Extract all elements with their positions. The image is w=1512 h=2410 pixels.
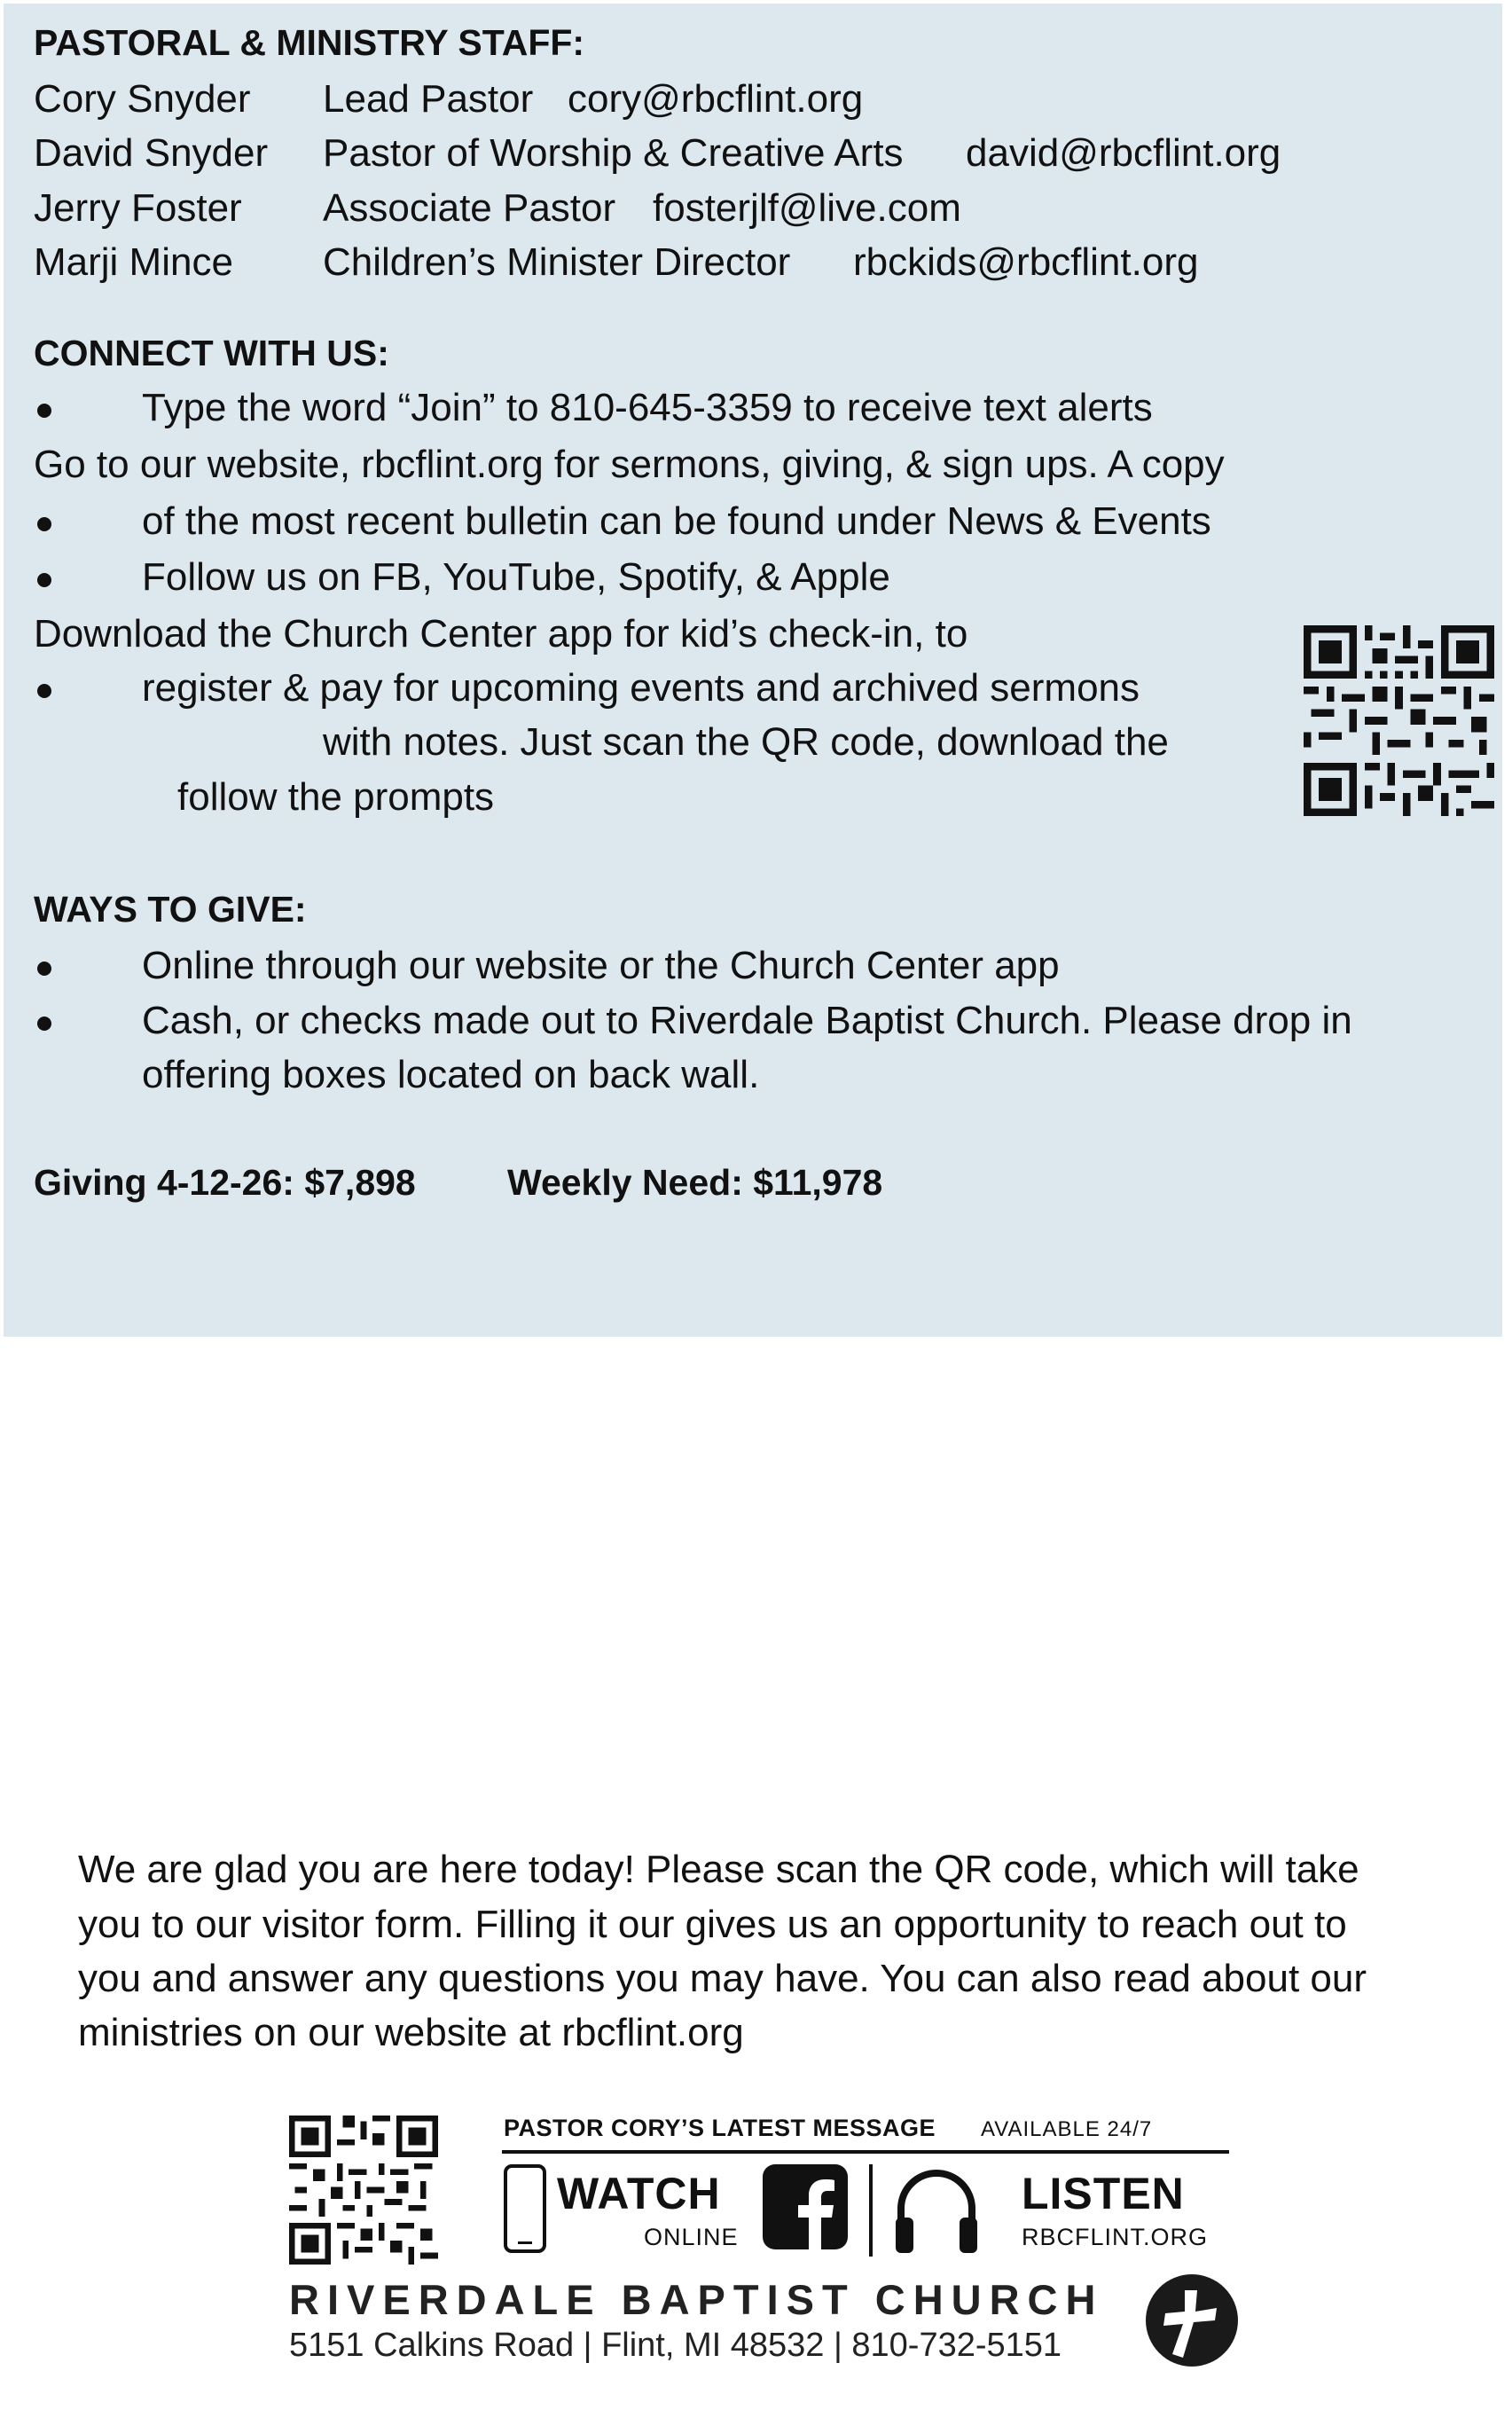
bullet bbox=[37, 1017, 51, 1031]
connect-line: Follow us on FB, YouTube, Spotify, & Apple bbox=[142, 555, 890, 599]
staff-name: David Snyder bbox=[34, 131, 269, 175]
church-address: 5151 Calkins Road | Flint, MI 48532 | 810-732-5151 bbox=[289, 2327, 1062, 2364]
connect-line: Type the word “Join” to 810-645-3359 to receive text alerts bbox=[142, 386, 1153, 429]
staff-name: Marji Mince bbox=[34, 240, 233, 284]
site-label[interactable]: RBCFLINT.ORG bbox=[1022, 2224, 1209, 2250]
divider bbox=[869, 2164, 873, 2257]
watch-label[interactable]: WATCH bbox=[557, 2169, 721, 2218]
connect-line: Download the Church Center app for kid’s check-in, to bbox=[34, 612, 968, 655]
church-logo-icon bbox=[1144, 2273, 1240, 2368]
staff-name: Cory Snyder bbox=[34, 77, 251, 121]
staff-role: Children’s Minister Director bbox=[323, 240, 791, 284]
church-name: RIVERDALE BAPTIST CHURCH bbox=[289, 2276, 1104, 2323]
give-heading: WAYS TO GIVE: bbox=[34, 889, 307, 930]
divider bbox=[502, 2150, 1229, 2154]
connect-line: follow the prompts bbox=[177, 775, 495, 819]
staff-role: Associate Pastor bbox=[323, 186, 616, 230]
promo-title: PASTOR CORY’S LATEST MESSAGE bbox=[504, 2115, 936, 2141]
welcome-line: you to our visitor form. Filling it our gives us an opportunity to reach out to bbox=[78, 1903, 1347, 1946]
staff-email[interactable]: david@rbcflint.org bbox=[966, 131, 1281, 175]
welcome-line: We are glad you are here today! Please scan the QR code, which will take bbox=[78, 1848, 1359, 1891]
qr-code-icon[interactable] bbox=[1304, 625, 1494, 816]
connect-line: Go to our website, rbcflint.org for sermons, giving, & sign ups. A copy bbox=[34, 443, 1225, 486]
staff-role: Pastor of Worship & Creative Arts bbox=[323, 131, 904, 175]
staff-email[interactable]: rbckids@rbcflint.org bbox=[853, 240, 1199, 284]
bullet bbox=[37, 404, 51, 418]
online-label: ONLINE bbox=[644, 2224, 739, 2250]
give-line: Cash, or checks made out to Riverdale Baptist Church. Please drop in bbox=[142, 999, 1352, 1042]
welcome-line: you and answer any questions you may have. You can also read about our bbox=[78, 1957, 1367, 2000]
bullet bbox=[37, 517, 51, 531]
promo-available: AVAILABLE 24/7 bbox=[981, 2117, 1153, 2141]
staff-heading: PASTORAL & MINISTRY STAFF: bbox=[34, 22, 585, 63]
facebook-icon[interactable] bbox=[763, 2164, 848, 2249]
giving-total: Giving 4-12-26: $7,898 bbox=[34, 1162, 416, 1203]
staff-email[interactable]: cory@rbcflint.org bbox=[568, 77, 864, 121]
bullet bbox=[37, 962, 51, 976]
staff-name: Jerry Foster bbox=[34, 186, 242, 230]
phone-icon bbox=[502, 2163, 548, 2255]
connect-line: register & pay for upcoming events and archived sermons bbox=[142, 666, 1140, 710]
connect-line: with notes. Just scan the QR code, download the bbox=[323, 720, 1169, 764]
staff-email[interactable]: fosterjlf@live.com bbox=[653, 186, 961, 230]
headphones-icon bbox=[892, 2163, 981, 2255]
welcome-line: ministries on our website at rbcflint.org bbox=[78, 2011, 744, 2054]
promo-block bbox=[502, 2113, 1229, 2267]
staff-role: Lead Pastor bbox=[323, 77, 534, 121]
give-line: Online through our website or the Church Center app bbox=[142, 944, 1060, 987]
bullet bbox=[37, 684, 51, 698]
listen-label[interactable]: LISTEN bbox=[1022, 2169, 1185, 2218]
weekly-need: Weekly Need: $11,978 bbox=[507, 1162, 883, 1203]
connect-heading: CONNECT WITH US: bbox=[34, 333, 389, 373]
qr-code-icon[interactable] bbox=[289, 2116, 438, 2265]
give-line: offering boxes located on back wall. bbox=[142, 1053, 760, 1096]
bullet bbox=[37, 573, 51, 587]
connect-line: of the most recent bulletin can be found under News & Events bbox=[142, 499, 1211, 543]
